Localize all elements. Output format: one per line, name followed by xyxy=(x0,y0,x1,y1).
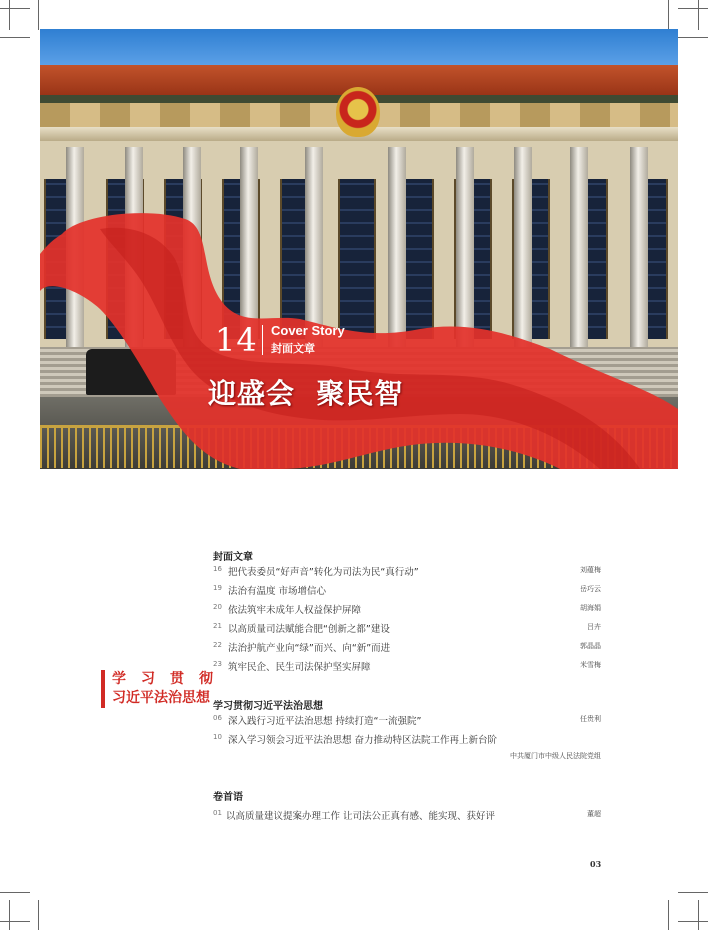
page-ref: 16 xyxy=(213,565,222,573)
article-title: 深入践行习近平法治思想 持续打造“一流强院” xyxy=(228,716,422,727)
author: 董超 xyxy=(587,810,601,818)
toc-entry[interactable] xyxy=(213,713,603,732)
page-ref: 20 xyxy=(213,603,222,611)
page-ref: 19 xyxy=(213,584,222,592)
crop-mark xyxy=(0,37,30,38)
crop-mark xyxy=(38,900,39,930)
crop-mark xyxy=(698,900,699,930)
toc-section-cover-story xyxy=(213,548,603,678)
author: 吕卉 xyxy=(587,623,601,631)
author: 米雪梅 xyxy=(580,661,601,669)
toc-section-preface xyxy=(213,788,603,827)
side-section-tag xyxy=(101,670,228,708)
author: 郭晶晶 xyxy=(580,642,601,650)
page-number: 03 xyxy=(590,859,602,869)
crop-mark xyxy=(0,921,30,922)
toc-entry[interactable] xyxy=(213,732,603,751)
author: 岳巧云 xyxy=(580,585,601,593)
article-title: 深入学习领会习近平法治思想 奋力推动特区法院工作再上新台阶 xyxy=(228,735,498,746)
crop-mark xyxy=(38,0,39,30)
side-tag-line2: 习近平法治思想 xyxy=(112,690,210,706)
crop-mark xyxy=(0,892,30,893)
article-title: 筑牢民企、民生司法保护坚实屏障 xyxy=(228,662,371,673)
author-organization: 中共厦门市中级人民法院党组 xyxy=(510,752,601,760)
toc-entry[interactable] xyxy=(213,659,603,678)
crop-mark xyxy=(9,0,10,30)
page-ref: 01 xyxy=(213,809,222,817)
divider xyxy=(262,325,263,355)
toc-entry[interactable] xyxy=(213,621,603,640)
side-tag-line1: 学习贯彻 xyxy=(112,671,228,687)
crop-mark xyxy=(0,8,30,9)
cover-headline: 迎盛会 聚民智 xyxy=(208,377,404,410)
toc-entry[interactable] xyxy=(213,583,603,602)
article-title: 法治有温度 市场增信心 xyxy=(228,586,327,597)
article-title: 以高质量司法赋能合肥“创新之都”建设 xyxy=(228,624,390,635)
page-ref: 06 xyxy=(213,714,222,722)
crop-mark xyxy=(678,37,708,38)
article-title: 依法筑牢未成年人权益保护屏障 xyxy=(228,605,362,616)
toc-entry[interactable] xyxy=(213,808,603,827)
page-ref: 10 xyxy=(213,733,222,741)
toc-entry[interactable] xyxy=(213,640,603,659)
toc-entry[interactable] xyxy=(213,564,603,583)
toc-section-study xyxy=(213,697,603,765)
author: 胡海娟 xyxy=(580,604,601,612)
author: 任贵利 xyxy=(580,715,601,723)
article-title: 以高质量建议提案办理工作 让司法公正真有感、能实现、获好评 xyxy=(226,811,496,822)
page-ref: 23 xyxy=(213,660,222,668)
crop-mark xyxy=(678,892,708,893)
crop-mark xyxy=(678,921,708,922)
crop-mark xyxy=(9,900,10,930)
crop-mark xyxy=(668,0,669,30)
section-title: 卷首语 xyxy=(213,792,243,803)
cover-hero-image xyxy=(40,29,678,469)
section-title: 封面文章 xyxy=(213,552,253,563)
crop-mark xyxy=(698,0,699,30)
cover-story-label-en: Cover Story xyxy=(271,323,345,338)
page-ref: 22 xyxy=(213,641,222,649)
article-title: 把代表委员“好声音”转化为司法为民“真行动” xyxy=(228,567,419,578)
toc-entry[interactable] xyxy=(213,602,603,621)
author: 刘蕴梅 xyxy=(580,566,601,574)
issue-number: 14 xyxy=(215,321,258,359)
page-ref: 21 xyxy=(213,622,222,630)
crop-mark xyxy=(668,900,669,930)
crop-mark xyxy=(678,8,708,9)
section-title: 学习贯彻习近平法治思想 xyxy=(213,701,323,712)
article-title: 法治护航产业向“绿”而兴、向“新”而进 xyxy=(228,643,391,654)
cover-story-label-cn: 封面文章 xyxy=(271,342,315,355)
